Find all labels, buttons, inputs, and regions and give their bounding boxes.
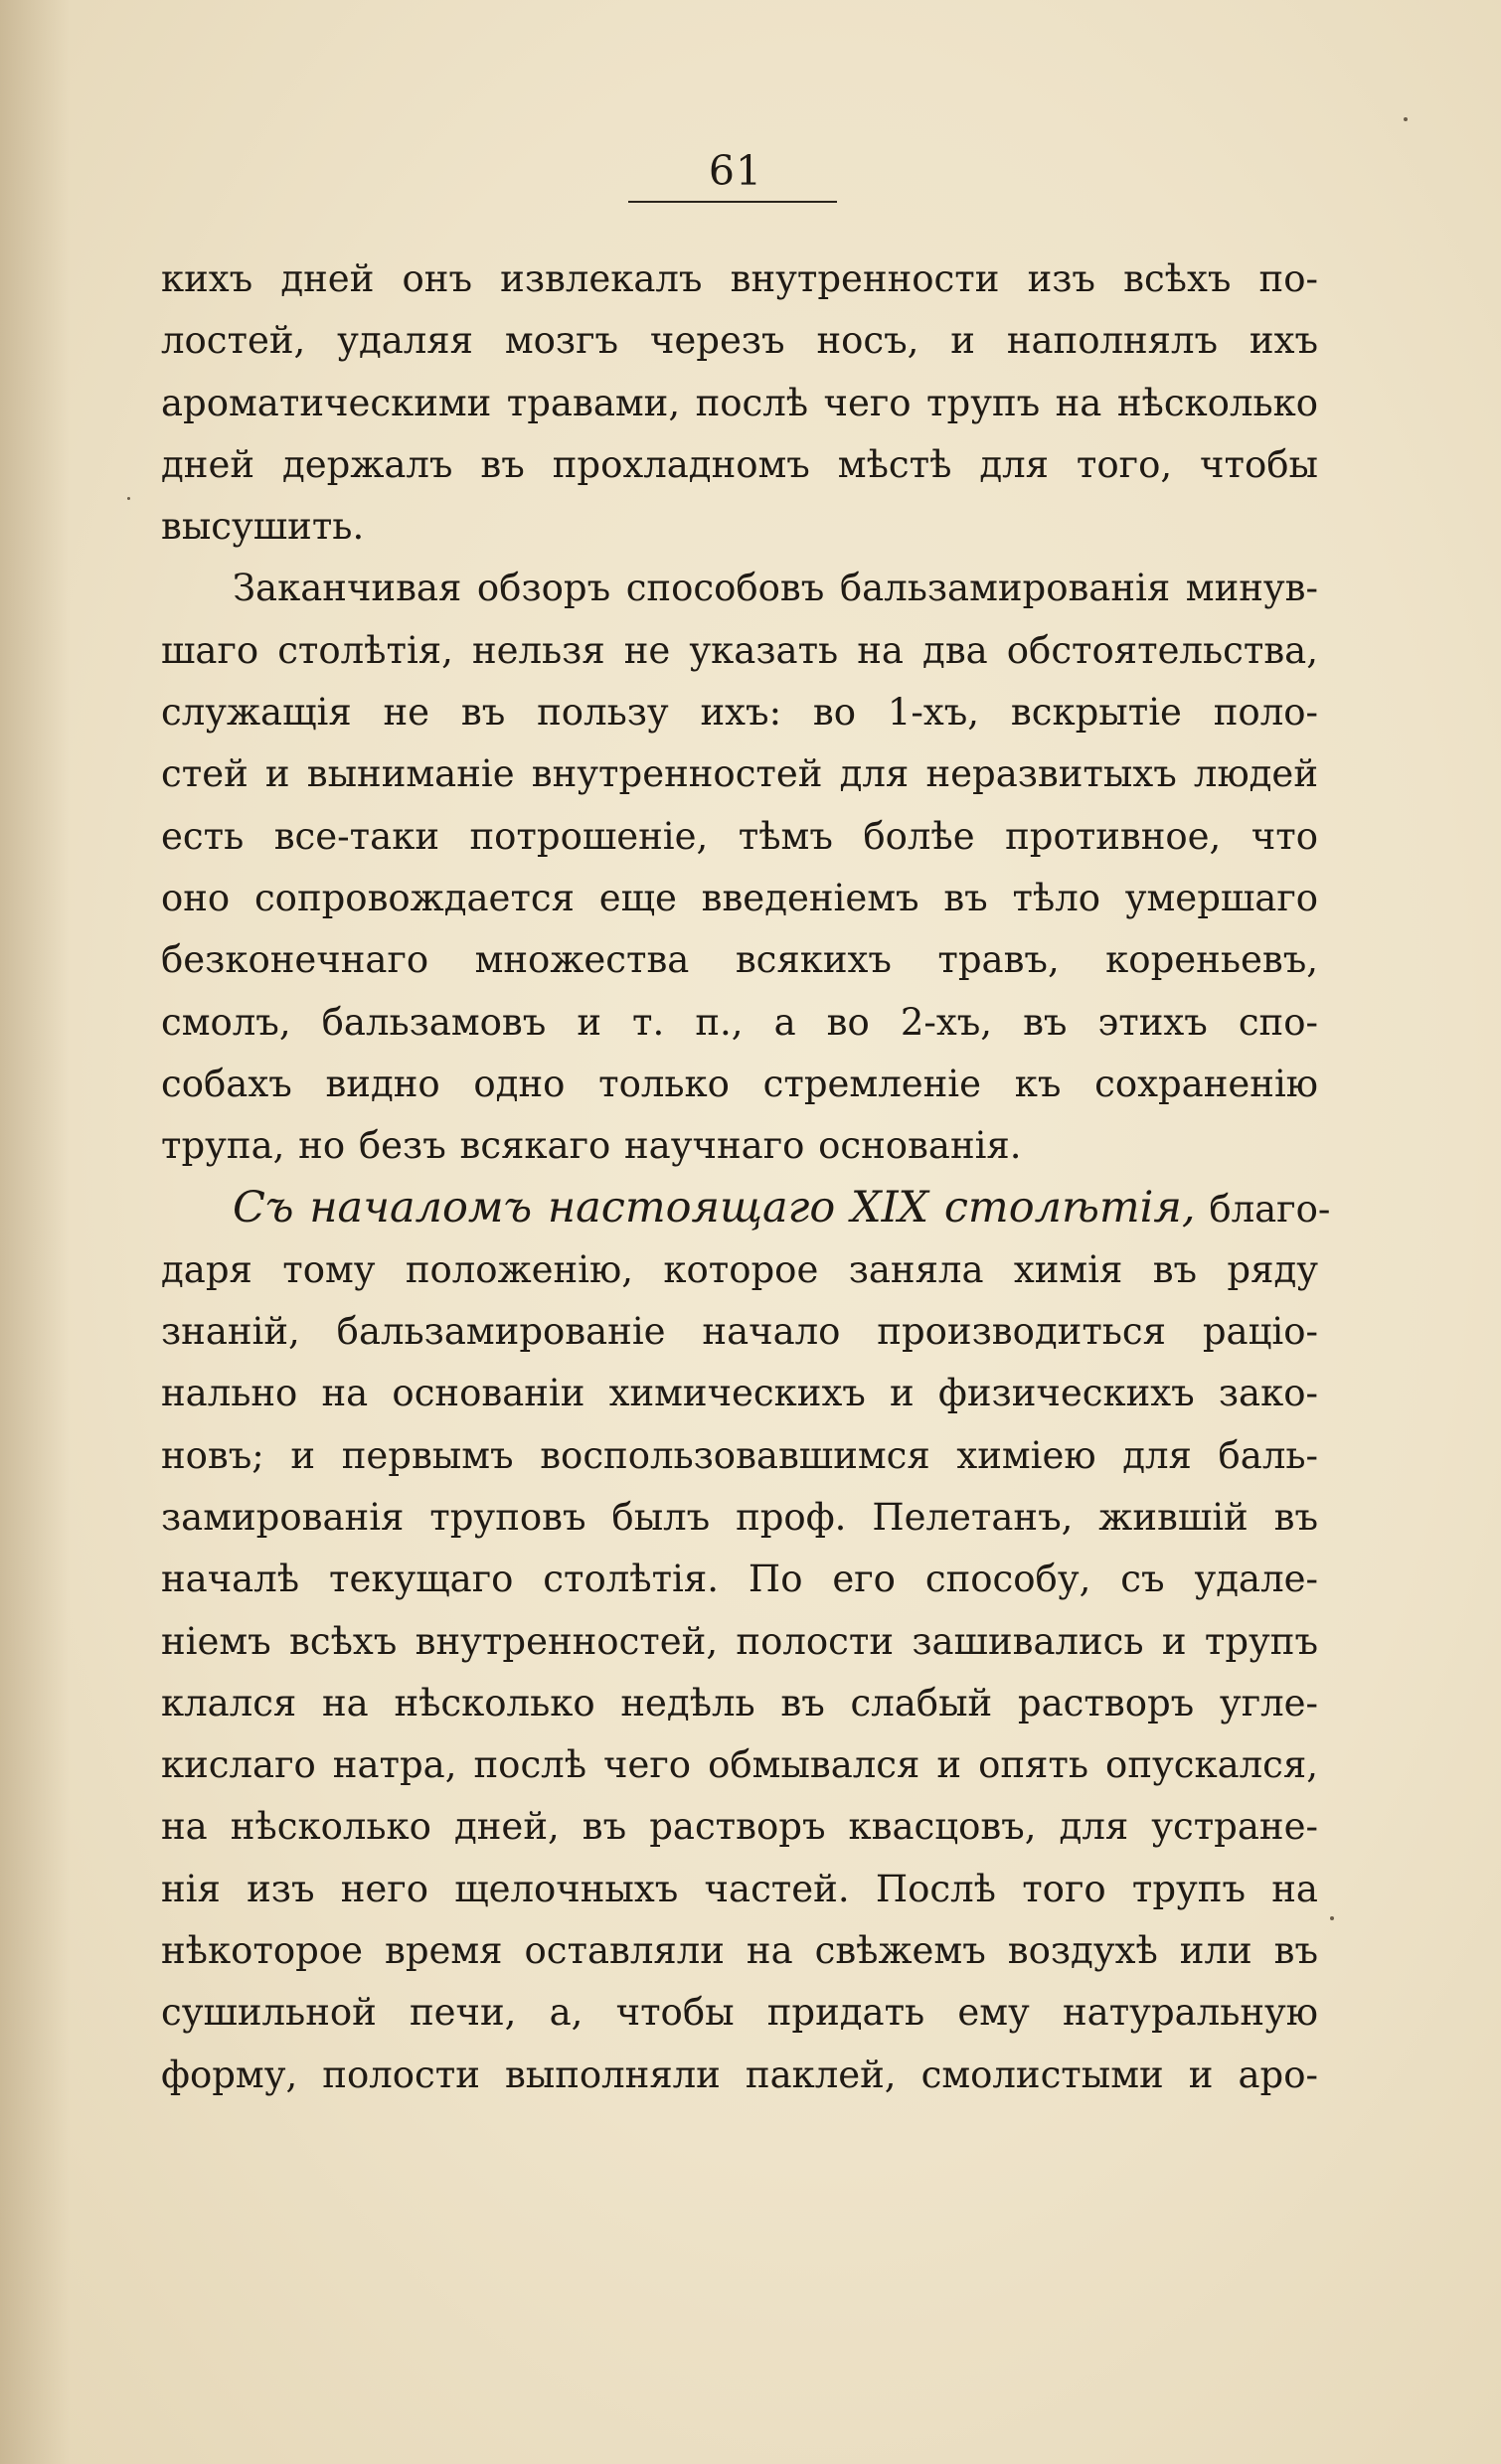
page-number: 61 [708,147,763,195]
paper-speck [1330,1916,1334,1920]
text-line: сушильной печи, а, чтобы придать ему натуральную [161,1991,1318,2035]
text-line: ніемъ всѣхъ внутренностей, полости зашивались и трупъ [161,1619,1318,1663]
text-line: оно сопровождается еще введеніемъ въ тѣло умершаго [161,876,1318,919]
text-fragment: благо- [1209,1188,1331,1232]
paper-speck [1404,117,1408,121]
paper-speck [127,497,130,500]
text-line: нально на основаніи химическихъ и физическихъ зако- [161,1372,1318,1415]
text-line: на нѣсколько дней, въ растворъ квасцовъ, для устране- [161,1805,1318,1849]
text-line: новъ; и первымъ воспользовавшимся химіею для баль- [161,1433,1318,1477]
text-line: служащія не въ пользу ихъ: во 1-хъ, вскрытіе поло- [161,691,1318,735]
text-line: началѣ текущаго столѣтія. По его способу, съ удале- [161,1558,1318,1601]
text-line: собахъ видно одно только стремленіе къ сохраненію [161,1062,1318,1105]
text-line: кислаго натра, послѣ чего обмывался и опять опускался, [161,1743,1318,1787]
text-line: нія изъ него щелочныхъ частей. Послѣ того трупъ на [161,1867,1318,1910]
body-text [161,248,1331,2106]
text-line: стей и выниманіе внутренностей для неразвитыхъ людей [161,752,1318,796]
page-edge-shadow [0,0,70,2464]
text-line: кихъ дней онъ извлекалъ внутренности изъ всѣхъ по- [161,257,1318,300]
text-line: замированія труповъ былъ проф. Пелетанъ, жившій въ [161,1495,1318,1539]
text-line: лостей, удаляя мозгъ черезъ носъ, и наполнялъ ихъ [161,319,1318,363]
text-line: смолъ, бальзамовъ и т. п., а во 2-хъ, въ этихъ спо- [161,1000,1318,1044]
text-line: высушить. [161,505,365,549]
text-line: дней держалъ въ прохладномъ мѣстѣ для того, чтобы [161,442,1318,486]
text-line: Заканчивая обзоръ способовъ бальзамированія минув- [233,567,1318,610]
text-line: клался на нѣсколько недѣль въ слабый растворъ угле- [161,1681,1318,1725]
text-line: трупа, но безъ всякаго научнаго основанія. [161,1124,1022,1168]
text-line: знаній, бальзамированіе начало производиться раціо- [161,1310,1318,1354]
text-line: нѣкоторое время оставляли на свѣжемъ воздухѣ или въ [161,1929,1318,1973]
text-line-emphasis [161,1177,1331,1238]
text-line: безконечнаго множества всякихъ травъ, кореньевъ, [161,938,1318,982]
emphasized-phrase: Съ началомъ настоящаго XIX столѣтія, [233,1183,1196,1233]
text-line: форму, полости выполняли паклей, смолистыми и аро- [161,2053,1318,2096]
text-line: есть все-таки потрошеніе, тѣмъ болѣе противное, что [161,814,1318,858]
text-line: даря тому положенію, которое заняла химія въ ряду [161,1247,1318,1291]
text-line: ароматическими травами, послѣ чего трупъ на нѣсколько [161,381,1318,424]
text-line: шаго столѣтія, нельзя не указать на два обстоятельства, [161,628,1318,672]
header-rule [628,201,837,203]
